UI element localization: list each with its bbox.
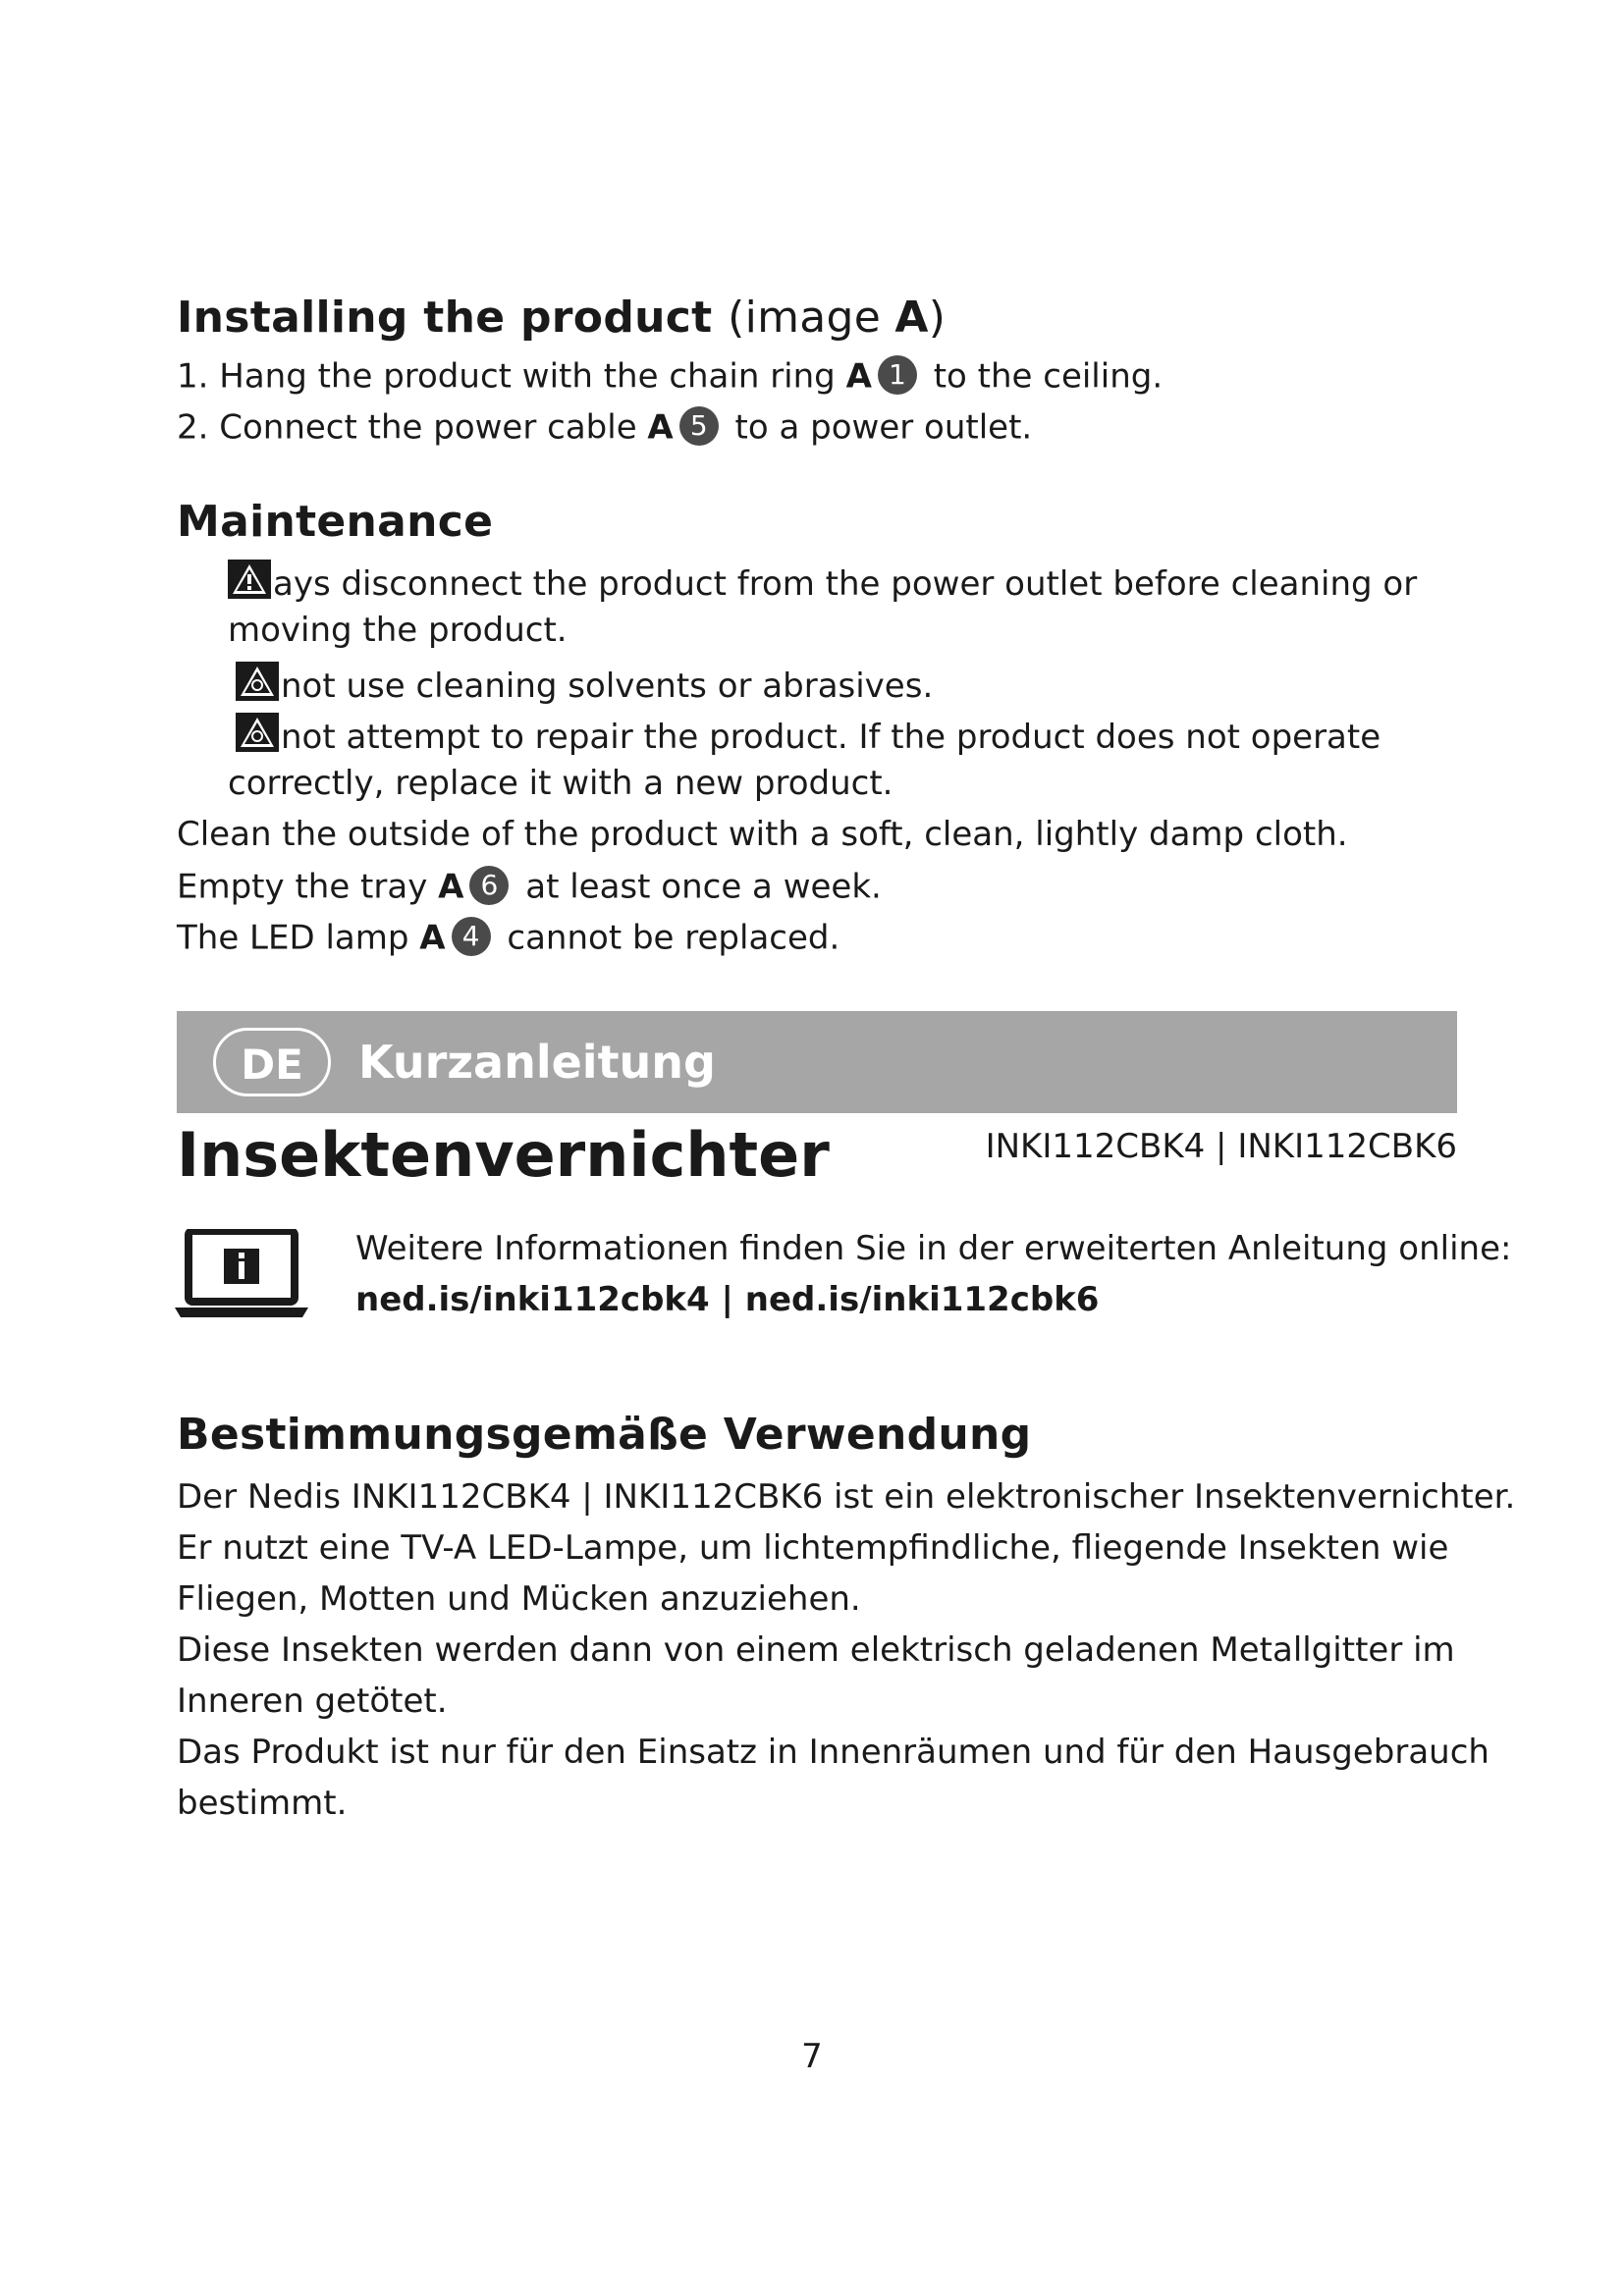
language-badge: DE [213, 1028, 331, 1096]
warning-icon [236, 713, 279, 752]
warning-icon [228, 560, 271, 599]
usage-line-2: Er nutzt eine TV-A LED-Lampe, um lichtempfindliche, fliegende Insekten wie [177, 1528, 1449, 1568]
language-banner [177, 1011, 1457, 1113]
install-step-2 [177, 406, 1032, 452]
tray-ref: A [438, 867, 464, 907]
product-title: Insektenvernichter [177, 1119, 830, 1191]
maintenance-warning-1 [228, 560, 1417, 605]
heading-image-ref: A [894, 293, 929, 343]
led-suffix: cannot be replaced. [496, 918, 840, 958]
installing-heading-normal [728, 293, 946, 343]
step1-text: 1. Hang the product with the chain ring [177, 356, 846, 397]
tray-text: Empty the tray [177, 867, 439, 907]
warning-2-text: not use cleaning solvents or abrasives. [281, 667, 934, 706]
heading-close: ) [928, 293, 947, 343]
product-codes: INKI112CBK4 | INKI112CBK6 [985, 1127, 1457, 1166]
step2-callout: 5 [679, 406, 719, 446]
usage-line-3: Fliegen, Motten und Mücken anzuziehen. [177, 1579, 861, 1619]
tray-suffix: at least once a week. [514, 867, 882, 907]
maintenance-warning-2 [236, 662, 933, 707]
installing-heading-bold: Installing the product [177, 293, 713, 343]
banner-title: Kurzanleitung [358, 1036, 716, 1089]
maintenance-led [177, 917, 839, 962]
led-ref: A [419, 918, 446, 958]
info-links[interactable]: ned.is/inki112cbk4 | ned.is/inki112cbk6 [355, 1280, 1100, 1319]
warning-1-text: ays disconnect the product from the power outlet before cleaning or [273, 564, 1418, 604]
laptop-info-icon [175, 1229, 308, 1317]
usage-heading: Bestimmungsgemäße Verwendung [177, 1410, 1032, 1460]
step1-callout: 1 [878, 355, 917, 395]
usage-line-7: bestimmt. [177, 1784, 348, 1823]
maintenance-heading: Maintenance [177, 497, 494, 547]
usage-line-1: Der Nedis INKI112CBK4 | INKI112CBK6 ist ein elektronischer Insektenvernichter. [177, 1477, 1516, 1517]
info-text: Weitere Informationen finden Sie in der erweiterten Anleitung online: [355, 1229, 1512, 1268]
warning-icon [236, 662, 279, 701]
install-step-1 [177, 355, 1163, 400]
usage-line-4: Diese Insekten werden dann von einem elektrisch geladenen Metallgitter im [177, 1630, 1455, 1670]
step2-text: 2. Connect the power cable [177, 407, 648, 448]
usage-line-5: Inneren getötet. [177, 1682, 448, 1721]
maintenance-warning-3 [236, 713, 1380, 758]
step2-ref: A [647, 407, 674, 448]
usage-line-6: Das Produkt ist nur für den Einsatz in Innenräumen und für den Hausgebrauch [177, 1733, 1489, 1772]
led-callout: 4 [452, 917, 491, 956]
step2-suffix: to a power outlet. [724, 407, 1033, 448]
step1-ref: A [845, 356, 872, 397]
maintenance-warning-3-cont: correctly, replace it with a new product. [228, 764, 893, 803]
maintenance-clean: Clean the outside of the product with a soft, clean, lightly damp cloth. [177, 815, 1348, 854]
maintenance-tray [177, 866, 882, 911]
heading-image-label: (image [728, 293, 895, 343]
installing-heading [177, 294, 946, 342]
tray-callout: 6 [469, 866, 509, 905]
step1-suffix: to the ceiling. [922, 356, 1164, 397]
led-text: The LED lamp [177, 918, 420, 958]
warning-3-text: not attempt to repair the product. If the product does not operate [281, 718, 1381, 757]
maintenance-warning-1-cont: moving the product. [228, 611, 568, 650]
page-number: 7 [801, 2037, 823, 2076]
